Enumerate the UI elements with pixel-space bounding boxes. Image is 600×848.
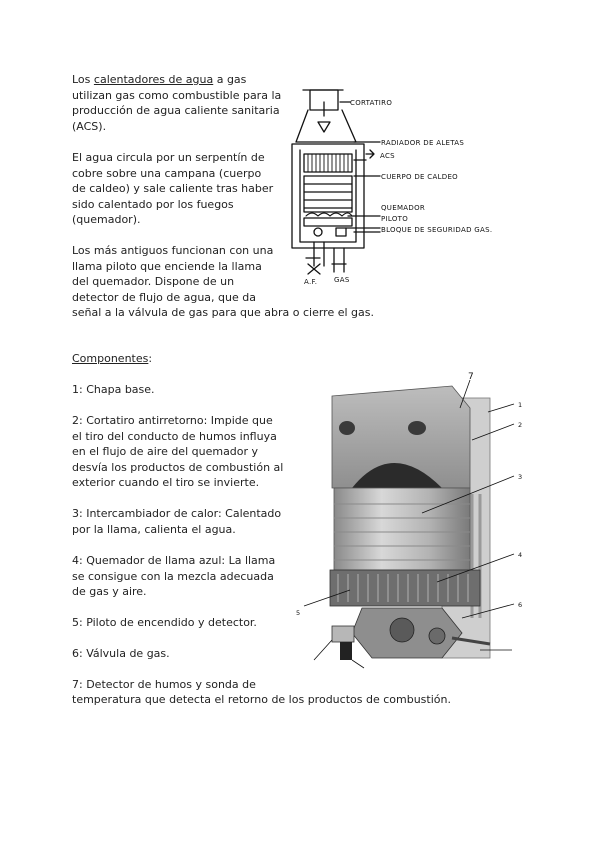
- sketch-label-bloque: BLOQUE DE SEGURIDAD GAS.: [381, 226, 493, 234]
- component-2: 2: Cortatiro antirretorno: Impide que el tiro del conducto de humos influya en el flujo de aire del quemador y desvía los productos de combustión al exterior cuando el tiro se invierte.: [72, 414, 284, 490]
- intro-paragraph-2: El agua circula por un serpentín de cobre sobre una campana (cuerpo de caldeo) y sale caliente tras haber sido calentado por los fuegos (quemador).: [72, 151, 274, 227]
- component-6: 6: Válvula de gas.: [72, 647, 170, 660]
- component-3: 3: Intercambiador de calor: Calentado por la llama, calienta el agua.: [72, 507, 282, 536]
- component-7b: temperatura que detecta el retorno de los productos de combustión.: [72, 693, 451, 706]
- callout-3: 3: [518, 473, 523, 481]
- calentadores-link[interactable]: calentadores de agua: [93, 73, 214, 86]
- sketch-label-cortatiro: CORTATIRO: [350, 99, 393, 107]
- intro-paragraph-1: Los calentadores de agua a gas utilizan gas como combustible para la producción de agua caliente sanitaria (ACS).: [72, 73, 282, 133]
- component-7a: 7: Detector de humos y sonda de: [72, 678, 256, 691]
- intro-paragraph-3a: Los más antiguos funcionan con una llama piloto que enciende la llama del quemador. Dispone de un detector de flujo de agua, que da: [72, 244, 274, 304]
- callout-2: 2: [518, 421, 523, 429]
- heater-photo: [292, 368, 532, 673]
- callout-4: 4: [518, 551, 523, 559]
- heat-exchanger: [334, 488, 470, 570]
- intro-paragraph-3b: señal a la válvula de gas para que abra o cierre el gas.: [72, 306, 375, 319]
- sketch-burner: [304, 218, 352, 226]
- callout-6: 6: [518, 601, 523, 609]
- sketch-label-af: A.F.: [304, 278, 318, 286]
- component-4: 4: Quemador de llama azul: La llama se consigue con la mezcla adecuada de gas y aire.: [72, 554, 276, 599]
- heater-sketch: [288, 80, 508, 290]
- sketch-label-radiador: RADIADOR DE ALETAS: [381, 139, 465, 147]
- callout-1: 1: [518, 401, 523, 409]
- sketch-label-acs: ACS: [380, 152, 395, 160]
- component-5: 5: Piloto de encendido y detector.: [72, 616, 257, 629]
- callout-7: 7: [468, 372, 474, 382]
- sketch-label-quemador: QUEMADOR: [381, 204, 426, 212]
- sketch-hood: [296, 110, 356, 142]
- water-inlet: [340, 642, 352, 660]
- componentes-heading: Componentes:: [72, 352, 153, 365]
- callout-5: 5: [296, 609, 301, 617]
- sketch-label-cuerpo: CUERPO DE CALDEO: [381, 173, 458, 181]
- sketch-label-gas: GAS: [334, 276, 350, 284]
- sketch-label-piloto: PILOTO: [381, 215, 409, 223]
- component-1: 1: Chapa base.: [72, 383, 155, 396]
